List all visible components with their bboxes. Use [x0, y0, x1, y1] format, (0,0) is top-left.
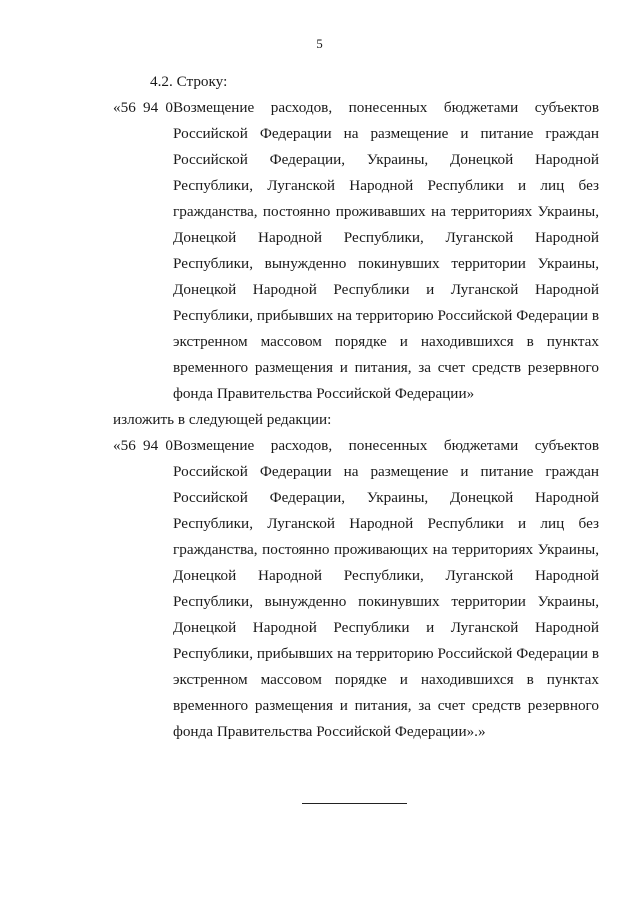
old-budget-code — [113, 98, 173, 118]
new-line-7: Республики, вынужденно покинувших территории Украины, — [173, 593, 599, 610]
old-line-12: фонда Правительства Российской Федерации» — [173, 385, 475, 402]
new-line-9: Республики, прибывших на территорию Российской Федерации в — [173, 645, 599, 662]
old-code-part-3: 0 — [165, 99, 173, 116]
new-line-4: Республики, Луганской Народной Республики и лиц без — [173, 515, 599, 532]
new-line-10: экстренном массовом порядке и находившихся в пунктах — [173, 671, 599, 688]
footer-rule — [302, 803, 407, 804]
old-line-5: гражданства, постоянно проживавших на территориях Украины, — [173, 203, 599, 220]
new-line-2: Российской Федерации на размещение и питание граждан — [173, 463, 599, 480]
item-heading: 4.2. Строку: — [150, 73, 228, 90]
old-line-6: Донецкой Народной Республики, Луганской Народной — [173, 229, 599, 246]
old-line-1: Возмещение расходов, понесенных бюджетами субъектов — [173, 99, 599, 116]
new-line-8: Донецкой Народной Республики и Луганской Народной — [173, 619, 599, 636]
new-code-part-1: «56 — [113, 437, 136, 454]
old-line-9: Республики, прибывших на территорию Российской Федерации в — [173, 307, 599, 324]
old-line-10: экстренном массовом порядке и находившихся в пунктах — [173, 333, 599, 350]
old-line-8: Донецкой Народной Республики и Луганской Народной — [173, 281, 599, 298]
new-line-12: фонда Правительства Российской Федерации».» — [173, 723, 486, 740]
new-line-1: Возмещение расходов, понесенных бюджетами субъектов — [173, 437, 599, 454]
old-code-part-2: 94 — [143, 99, 159, 116]
transition-text: изложить в следующей редакции: — [113, 411, 332, 428]
new-line-5: гражданства, постоянно проживающих на территориях Украины, — [173, 541, 599, 558]
page-number: 5 — [316, 36, 323, 51]
new-line-3: Российской Федерации, Украины, Донецкой Народной — [173, 489, 599, 506]
new-code-part-2: 94 — [143, 437, 159, 454]
old-line-2: Российской Федерации на размещение и питание граждан — [173, 125, 599, 142]
old-code-part-1: «56 — [113, 99, 136, 116]
old-line-4: Республики, Луганской Народной Республики и лиц без — [173, 177, 599, 194]
new-line-11: временного размещения и питания, за счет средств резервного — [173, 697, 599, 714]
new-budget-code — [113, 436, 173, 456]
old-line-11: временного размещения и питания, за счет средств резервного — [173, 359, 599, 376]
old-line-3: Российской Федерации, Украины, Донецкой Народной — [173, 151, 599, 168]
new-line-6: Донецкой Народной Республики, Луганской Народной — [173, 567, 599, 584]
new-code-part-3: 0 — [165, 437, 173, 454]
old-line-7: Республики, вынужденно покинувших территории Украины, — [173, 255, 599, 272]
